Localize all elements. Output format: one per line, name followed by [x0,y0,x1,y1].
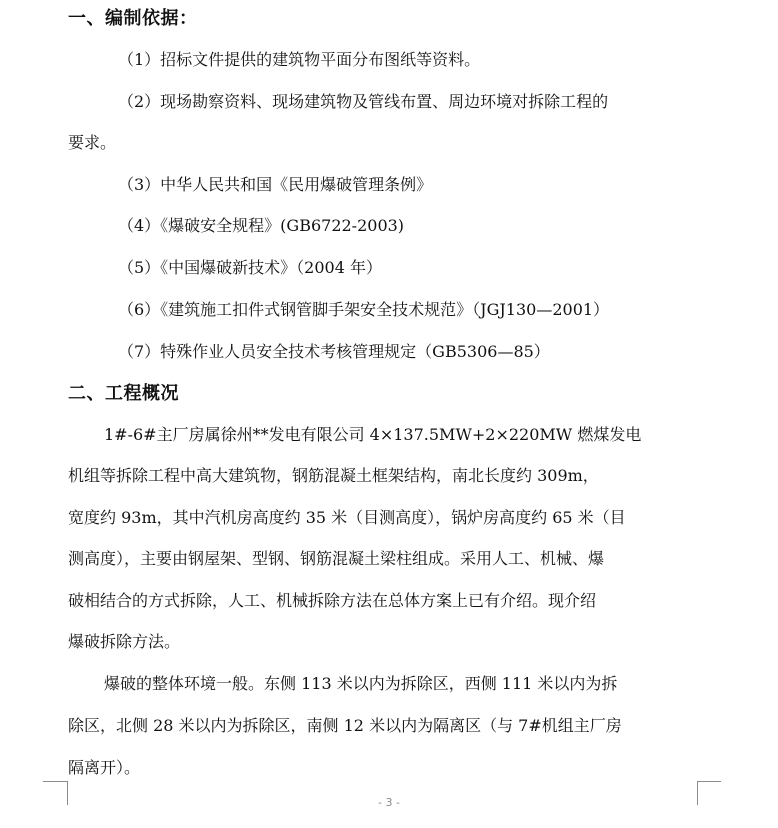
list-item-continuation: 要求。 [68,133,117,152]
paragraph-line: 宽度约 93m，其中汽机房高度约 35 米（目测高度），锅炉房高度约 65 米（目 [68,508,626,527]
list-item: （5）《中国爆破新技术》（2004 年） [118,258,382,277]
paragraph-line: 除区，北侧 28 米以内为拆除区，南侧 12 米以内为隔离区（与 7#机组主厂房 [68,716,622,735]
paragraph-line: 测高度），主要由钢屋架、型钢、钢筋混凝土梁柱组成。采用人工、机械、爆 [68,549,605,568]
paragraph-line: 机组等拆除工程中高大建筑物，钢筋混凝土框架结构，南北长度约 309m， [68,466,599,485]
section-heading-overview: 二、工程概况 [68,383,179,404]
list-item: （6）《建筑施工扣件式钢管脚手架安全技术规范》（JGJ130—2001） [118,300,610,319]
list-item: （3）中华人民共和国《民用爆破管理条例》 [118,175,433,194]
section-heading-basis: 一、编制依据： [68,8,198,29]
list-item: （7）特殊作业人员安全技术考核管理规定（GB5306—85） [118,342,550,361]
page-number: - 3 - [378,796,400,809]
paragraph-line: 爆破拆除方法。 [68,632,181,651]
paragraph-line: 爆破的整体环境一般。东侧 113 米以内为拆除区，西侧 111 米以内为拆 [104,674,618,693]
paragraph-line: 破相结合的方式拆除，人工、机械拆除方法在总体方案上已有介绍。现介绍 [68,591,597,610]
paragraph-line: 1#-6#主厂房属徐州**发电有限公司 4×137.5MW+2×220MW 燃煤发电 [104,425,642,444]
list-item: （2）现场勘察资料、现场建筑物及管线布置、周边环境对拆除工程的 [118,92,609,111]
list-item: （1）招标文件提供的建筑物平面分布图纸等资料。 [118,50,481,69]
paragraph-line: 隔离开）。 [68,758,141,777]
list-item: （4）《爆破安全规程》(GB6722-2003) [118,216,405,235]
